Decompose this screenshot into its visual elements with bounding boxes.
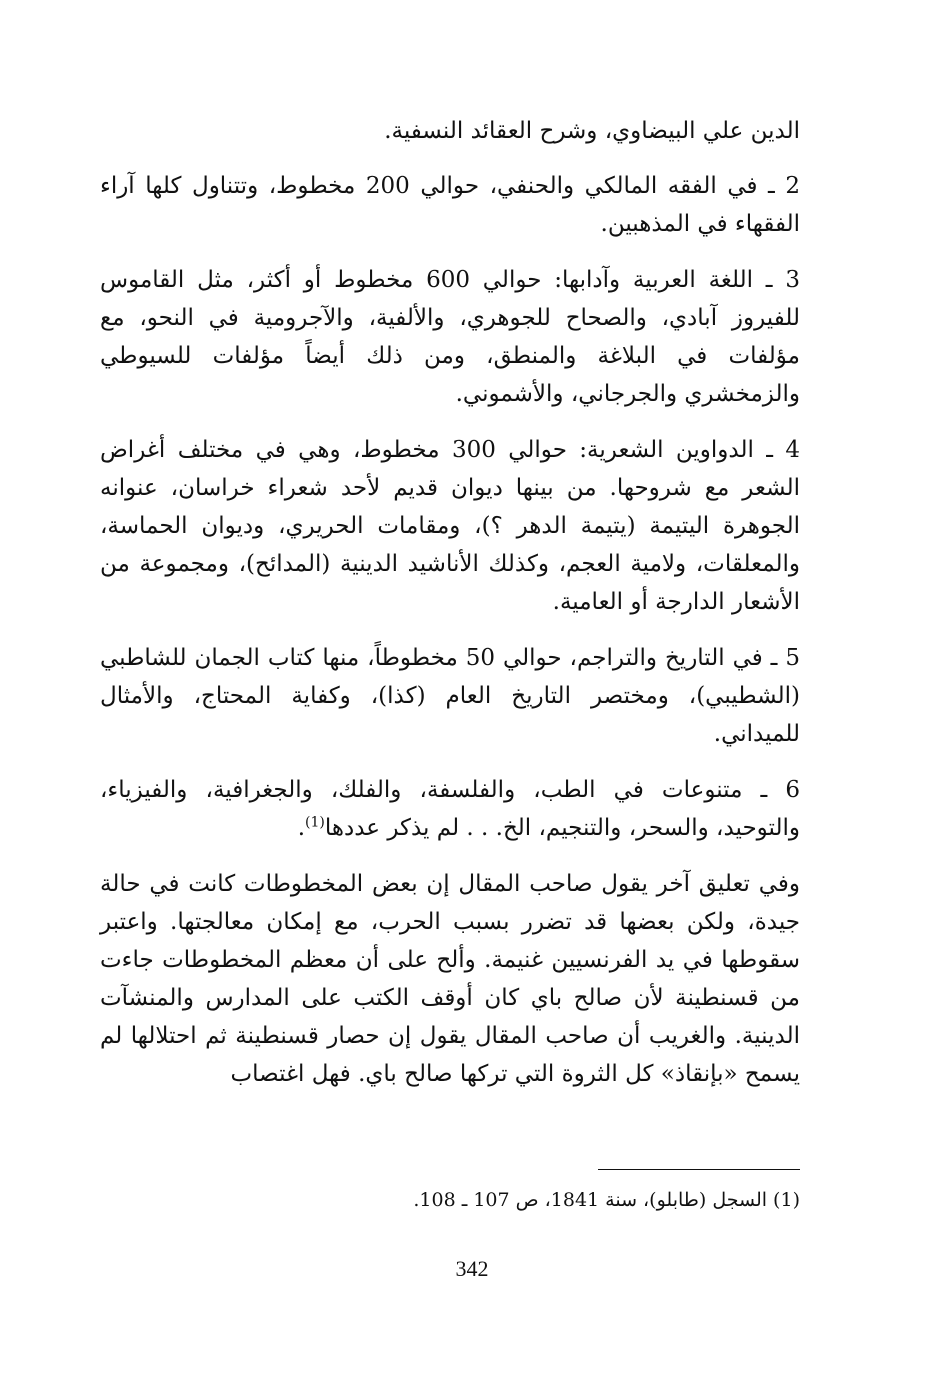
footnote: (1) السجل (طابلو)، سنة 1841، ص 107 ـ 108. xyxy=(413,1189,800,1211)
body-text xyxy=(100,112,800,1093)
footnote-reference: (1) xyxy=(305,814,325,831)
footnote-divider xyxy=(598,1169,800,1170)
paragraph-item-6-end: . xyxy=(297,815,305,841)
paragraph-item-2: 2 ـ في الفقه المالكي والحنفي، حوالي 200 مخطوط، وتتناول كلها آراء الفقهاء في المذهبين. xyxy=(100,173,800,237)
paragraph-item-6 xyxy=(100,771,800,847)
paragraph-item-4: 4 ـ الدواوين الشعرية: حوالي 300 مخطوط، وهي في مختلف أغراض الشعر مع شروحها. من بينها ديوان قديم لأحد شعراء خراسان، عنوانه الجوهرة اليتيمة (يتيمة الدهر ؟)، ومقامات الحريري، وديوان الحماسة، والمعلقات، ولامية العجم، وكذلك الأناشيد الدينية (المدائح)، ومجموعة من الأشعار الدارجة أو العامية. xyxy=(100,437,800,615)
page-number: 342 xyxy=(455,1256,489,1281)
paragraph-item-5: 5 ـ في التاريخ والتراجم، حوالي 50 مخطوطاً، منها كتاب الجمان للشاطبي (الشطيبي)، ومختصر التاريخ العام (كذا)، وكفاية المحتاج، والأمثال للميداني. xyxy=(100,645,800,747)
paragraph-continuation: الدين علي البيضاوي، وشرح العقائد النسفية. xyxy=(384,118,800,144)
paragraph-commentary: وفي تعليق آخر يقول صاحب المقال إن بعض المخطوطات كانت في حالة جيدة، ولكن بعضها قد تضرر بسبب الحرب، مع إمكان معالجتها. واعتبر سقوطها في يد الفرنسيين غنيمة. وألح على أن معظم المخطوطات جاءت من قسنطينة لأن صالح باي كان أوقف الكتب على المدارس والمنشآت الدينية. والغريب أن صاحب المقال يقول إن حصار قسنطينة ثم احتلالها لم يسمح «بإنقاذ» كل الثروة التي تركها صالح باي. فهل اغتصاب xyxy=(100,871,800,1087)
paragraph-item-6-text: 6 ـ متنوعات في الطب، والفلسفة، والفلك، والجغرافية، والفيزياء، والتوحيد، والسحر، والتنجيم، الخ. . . لم يذكر عددها xyxy=(100,777,800,841)
paragraph-item-3: 3 ـ اللغة العربية وآدابها: حوالي 600 مخطوط أو أكثر، مثل القاموس للفيروز آبادي، والصحاح للجوهري، والألفية، والآجرومية في النحو، مع مؤلفات في البلاغة والمنطق، ومن ذلك أيضاً مؤلفات للسيوطي والزمخشري والجرجاني، والأشموني. xyxy=(100,267,800,407)
